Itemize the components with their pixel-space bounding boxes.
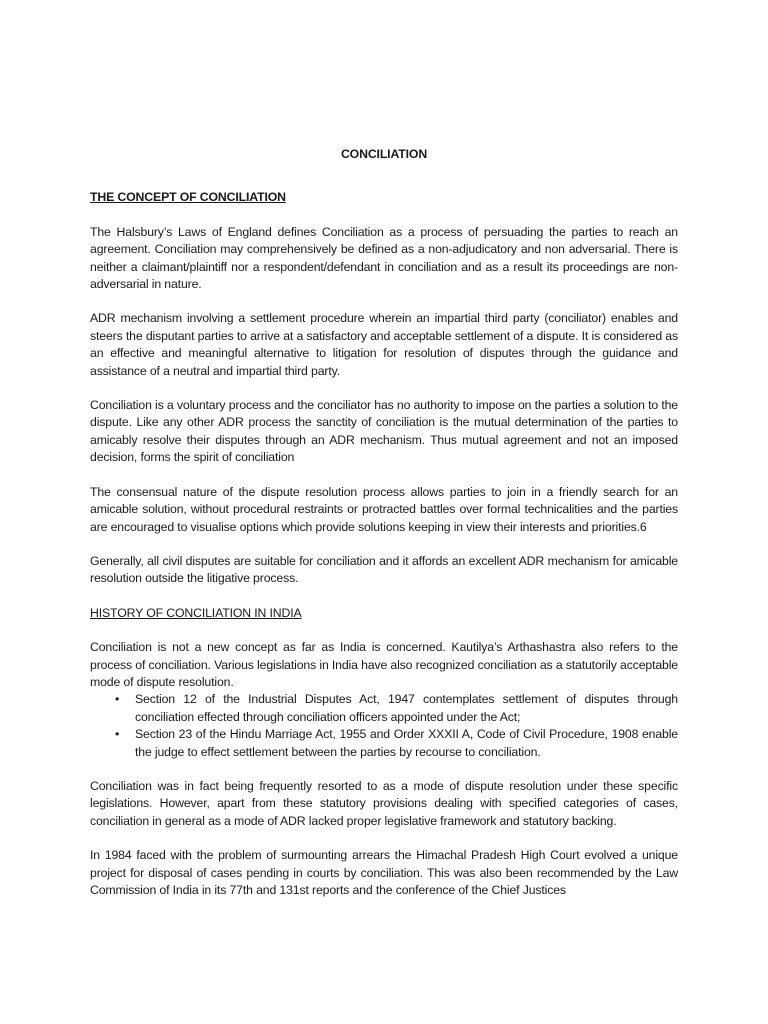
paragraph: In 1984 faced with the problem of surmounting arrears the Himachal Pradesh High Court evolved a unique project for disposal of cases pending in courts by conciliation. This was also been recommended by the Law Commission of India in its 77th and 131st reports and the conference of the Chief Justices (90, 848, 678, 897)
paragraph: Generally, all civil disputes are suitable for conciliation and it affords an excellent ADR mechanism for amicable resolution outside the litigative process. (90, 553, 678, 586)
document-page (90, 146, 678, 916)
bullet-icon: • (115, 692, 120, 707)
bullet-list (90, 691, 678, 761)
paragraph: ADR mechanism involving a settlement procedure wherein an impartial third party (conciliator) enables and steers the disputant parties to arrive at a satisfactory and acceptable settlement of a dispute. It is considered as an effective and meaningful alternative to litigation for resolution of disputes through the guidance and assistance of a neutral and impartial third party. (90, 311, 678, 378)
section-heading-history: HISTORY OF CONCILIATION IN INDIA (90, 605, 302, 620)
list-item-text: Section 23 of the Hindu Marriage Act, 1955 and Order XXXII A, Code of Civil Procedure, 1908 enable the judge to effect settlement between the parties by recourse to conciliation. (135, 727, 678, 759)
bullet-icon: • (115, 727, 120, 742)
list-item (90, 726, 678, 761)
paragraph: The consensual nature of the dispute resolution process allows parties to join in a friendly search for an amicable solution, without procedural restraints or protracted battles over formal technicalities and the parties are encouraged to visualise options which provide solutions keeping in view their interests and priorities.6 (90, 484, 678, 534)
list-item (90, 691, 678, 726)
paragraph: Conciliation is a voluntary process and the conciliator has no authority to impose on the parties a solution to the dispute. Like any other ADR process the sanctity of conciliation is the mutual determination of the parties to amicably resolve their disputes through an ADR mechanism. Thus mutual agreement and not an imposed decision, forms the spirit of conciliation (90, 398, 678, 465)
list-item-text: Section 12 of the Industrial Disputes Act, 1947 contemplates settlement of disputes through conciliation effected through conciliation officers appointed under the Act; (135, 692, 678, 724)
paragraph: Conciliation was in fact being frequently resorted to as a mode of dispute resolution under these specific legislations. However, apart from these statutory provisions dealing with specified categories of cases, conciliation in general as a mode of ADR lacked proper legislative framework and statutory backing. (90, 778, 678, 828)
document-title: CONCILIATION (340, 147, 428, 161)
paragraph-intro: Conciliation is not a new concept as far as India is concerned. Kautilya’s Arthashastra also refers to the process of conciliation. Various legislations in India have also recognized conciliation as a statutorily acceptable mode of dispute resolution. (90, 640, 678, 689)
section-heading-concept: THE CONCEPT OF CONCILIATION (90, 190, 286, 205)
paragraph: The Halsbury’s Laws of England defines Conciliation as a process of persuading the parties to reach an agreement. Conciliation may comprehensively be defined as a non-adjudicatory and non adversarial. There is neither a claimant/plaintiff nor a respondent/defendant in conciliation and as a result its proceedings are non-adversarial in nature. (90, 224, 678, 292)
